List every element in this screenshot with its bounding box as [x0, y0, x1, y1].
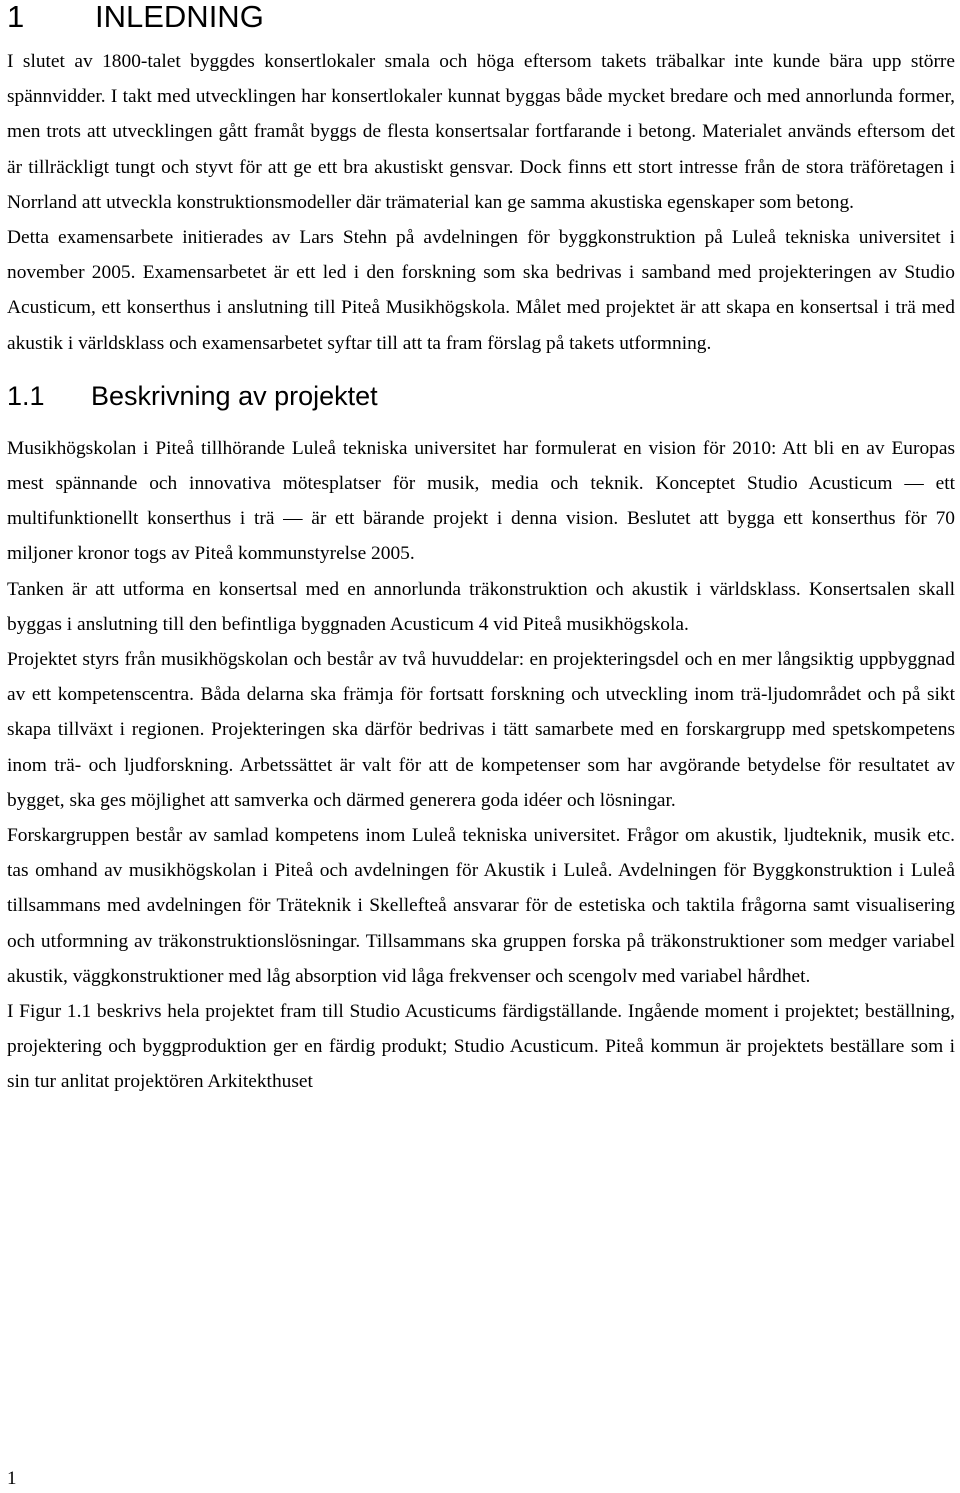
section-title: Beskrivning av projektet — [91, 380, 378, 411]
intro-paragraph: I slutet av 1800-talet byggdes konsertlokaler smala och höga eftersom takets träbalkar inte kunde bära upp större spännvidder. I takt med utvecklingen har konsertlokaler kunnat byggas både mycket bredare och med annorlunda former, men trots att utvecklingen gått framåt byggs de flesta konsertsalar fortfarande i betong. Materialet används eftersom det är tillräckligt tungt och styvt för att ge ett bra akustiskt gensvar. Dock finns ett stort intresse från de stora träföretagen i Norrland att utveckla konstruktionsmodeller där trämaterial kan ge samma akustiska egenskaper som betong. — [7, 51, 955, 213]
chapter-heading — [7, 0, 955, 44]
chapter-title: INLEDNING — [95, 0, 264, 34]
intro-paragraph: Detta examensarbete initierades av Lars Stehn på avdelningen för byggkonstruktion på Luleå tekniska universitet i november 2005. Examensarbetet är ett led i den forskning som ska bedrivas i samband med projekteringen av Studio Acusticum, ett konserthus i anslutning till Piteå Musikhögskola. Målet med projektet är att skapa en konsertsal i trä med akustik i världsklass och examensarbetet syftar till att ta fram förslag på takets utformning. — [7, 227, 955, 354]
section-paragraph: Tanken är att utforma en konsertsal med en annorlunda träkonstruktion och akustik i världsklass. Konsertsalen skall byggas i anslutning till den befintliga byggnaden Acusticum 4 vid Piteå musikhögskola. — [7, 578, 955, 635]
chapter-number: 1 — [7, 0, 25, 34]
section-number: 1.1 — [7, 380, 45, 411]
section-paragraph: Forskargruppen består av samlad kompetens inom Luleå tekniska universitet. Frågor om akustik, ljudteknik, musik etc. tas omhand av musikhögskolan i Piteå och avdelningen för Akustik i Luleå. Avdelningen för Byggkonstruktion i Luleå tillsammans med avdelningen för Träteknik i Skellefteå ansvarar för de estetiska och taktila frågorna samt visualisering och utformning av träkonstruktionslösningar. Tillsammans ska gruppen forska på träkonstruktioner som medger variabel akustik, väggkonstruktioner med låg absorption vid låga frekvenser och scengolv med variabel hårdhet. — [7, 825, 955, 987]
section-heading — [7, 361, 955, 431]
section-paragraph: Projektet styrs från musikhögskolan och består av två huvuddelar: en projekteringsdel och en mer långsiktig uppbyggnad av ett kompetenscentra. Båda delarna ska främja för fortsatt forskning och utveckling inom trä-ljudområdet och på sikt skapa tillväxt i regionen. Projekteringen ska därför bedrivas i tätt samarbete med en forskargrupp med spetskompetens inom trä- och ljudforskning. Arbetssättet är valt för att de kompetenser som har avgörande betydelse för resultatet av bygget, ska ges möjlighet att samverka och därmed generera goda idéer och lösningar. — [7, 649, 955, 811]
page-number: 1 — [7, 1468, 17, 1489]
section-paragraph: I Figur 1.1 beskrivs hela projektet fram till Studio Acusticums färdigställande. Ingående moment i projektet; beställning, projektering och byggproduktion ger en färdig produkt; Studio Acusticum. Piteå kommun är projektets beställare som i sin tur anlitat projektören Arkitekthuset — [7, 1001, 955, 1093]
section-paragraph: Musikhögskolan i Piteå tillhörande Luleå tekniska universitet har formulerat en vision för 2010: Att bli en av Europas mest spännande och innovativa mötesplatser för musik, media och teknik. Konceptet Studio Acusticum ― ett multifunktionellt konserthus i trä ― är ett bärande projekt i denna vision. Beslutet att bygga ett konserthus för 70 miljoner kronor togs av Piteå kommunstyrelse 2005. — [7, 437, 955, 565]
document-page — [7, 0, 955, 1100]
